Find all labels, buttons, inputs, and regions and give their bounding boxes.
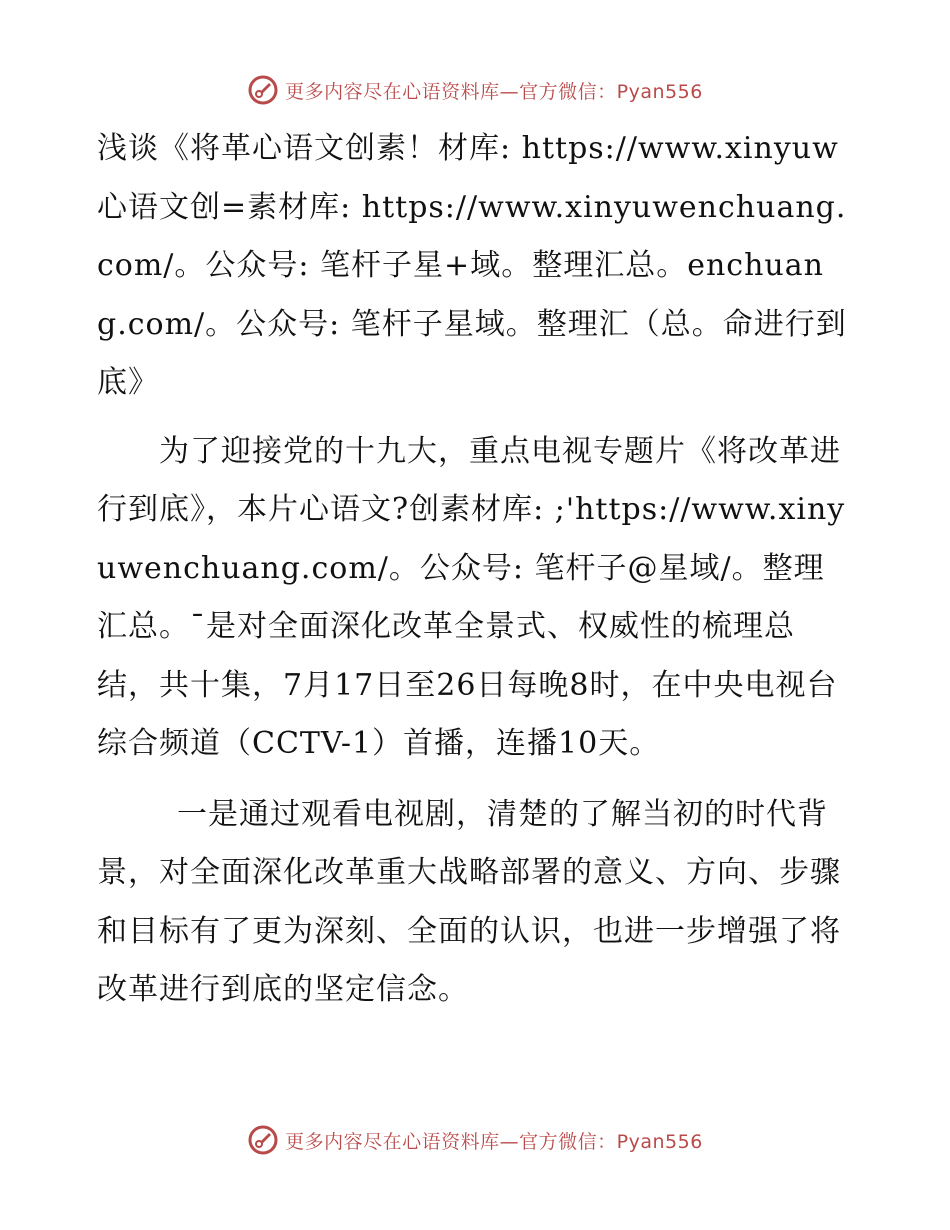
- brand-logo-icon: [247, 74, 279, 106]
- paragraph-intro: 为了迎接党的十九大，重点电视专题片《将改革进行到底》，本片心语文?创素材库: ;'https://www.xinyuwenchuang.com/。公众号: 笔杆子@星域/。整理汇总。¯是对全面深化改革全景式、权威性的梳理总结，共十集，7月17日至26日每晚8时，在中央电视台综合频道（CCTV-1）首播，连播10天。: [97, 433, 846, 761]
- header-banner: [0, 70, 950, 110]
- brand-logo-icon: [247, 1124, 279, 1156]
- paragraph-title: 浅谈《将革心语文创素！材库: https://www.xinyuw心语文创=素材库: https://www.xinyuwenchuang.com/。公众号: 笔杆子星+域。整理汇总。enchuang.com/。公众号: 笔杆子星域。整理汇（总。命进行到底》: [97, 131, 847, 400]
- footer-banner: [0, 1120, 950, 1160]
- footer-banner-text: 更多内容尽在心语资料库—官方微信：Pyan556: [285, 1130, 703, 1153]
- header-banner-text: 更多内容尽在心语资料库—官方微信：Pyan556: [285, 80, 703, 103]
- paragraph-point-one: 一是通过观看电视剧，清楚的了解当初的时代背景，对全面深化改革重大战略部署的意义、方向、步骤和目标有了更为深刻、全面的认识，也进一步增强了将改革进行到底的坚定信念。: [97, 796, 841, 1007]
- document-body: [97, 120, 849, 1020]
